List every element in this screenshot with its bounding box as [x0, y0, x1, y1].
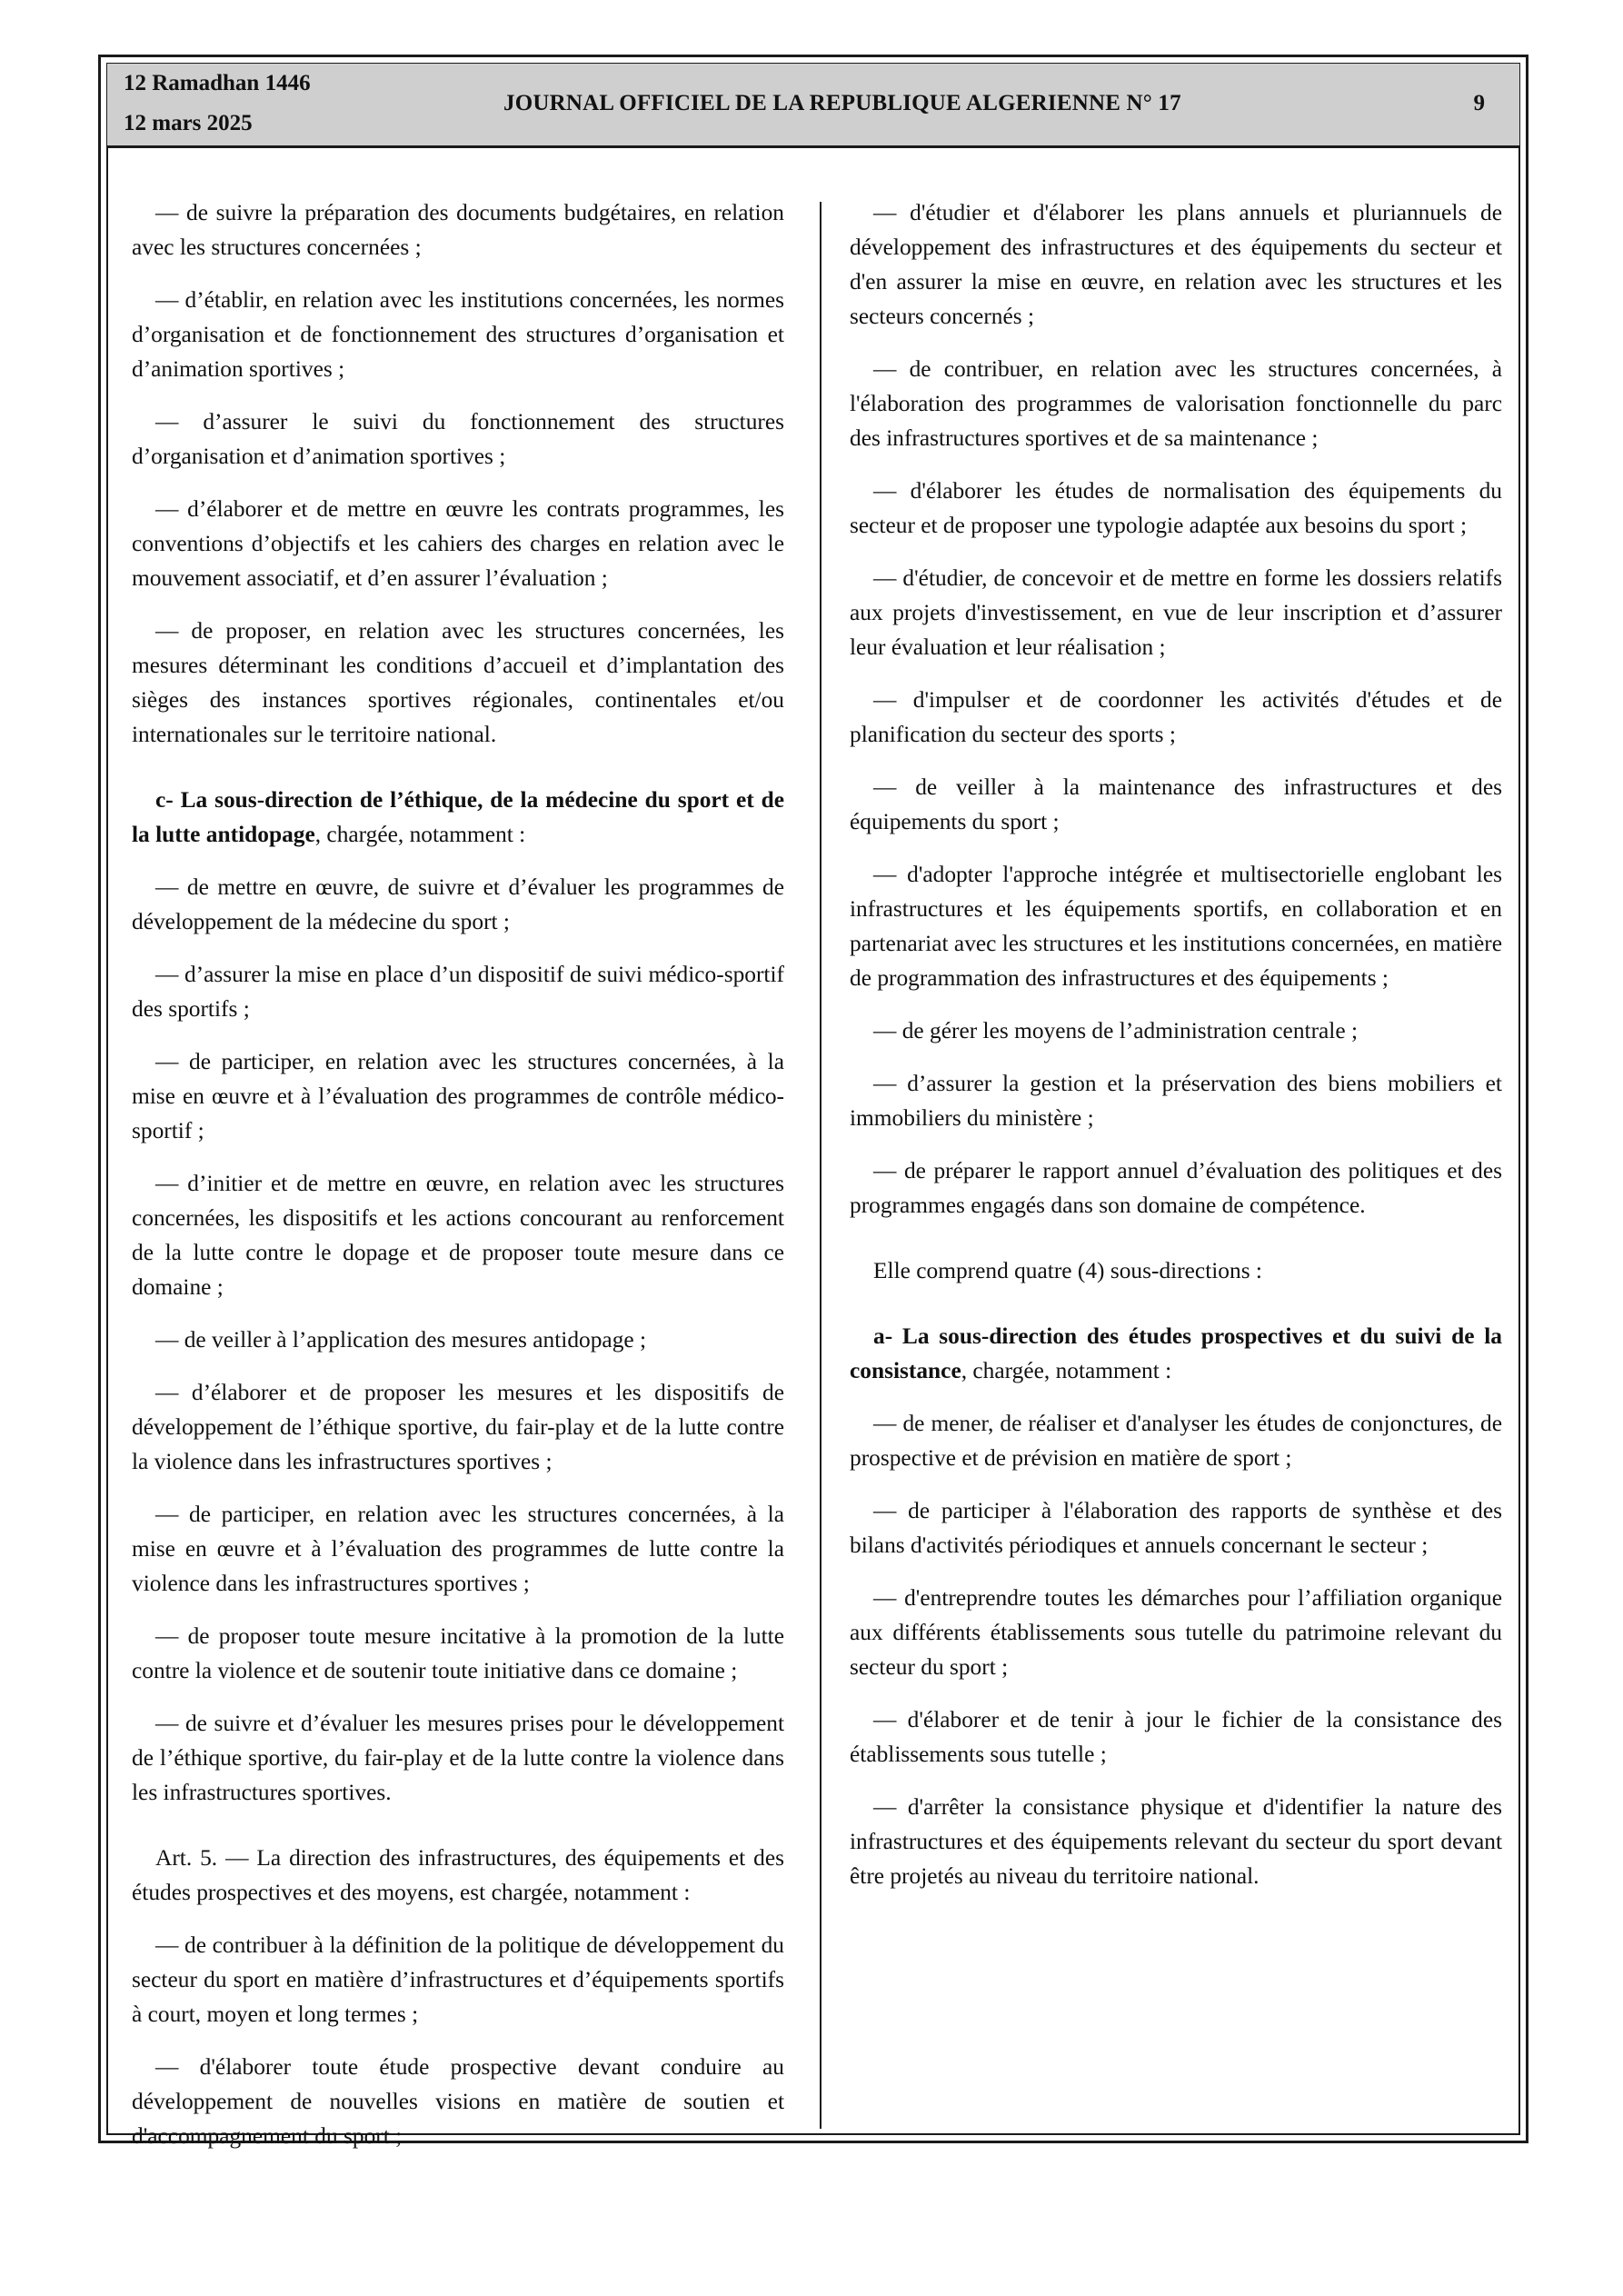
paragraph: — de suivre la préparation des documents budgétaires, en relation avec les structures concernées ;: [132, 200, 784, 260]
paragraph: — de mettre en œuvre, de suivre et d’évaluer les programmes de développement de la médecine du sport ;: [132, 874, 784, 934]
section-heading-c: [132, 783, 784, 852]
section-heading-rest: , chargée, notamment :: [961, 1358, 1172, 1383]
paragraph: — de contribuer à la définition de la politique de développement du secteur du sport en matière d’infrastructures et d’équipements sportifs à court, moyen et long termes ;: [132, 1932, 784, 2027]
journal-title: JOURNAL OFFICIEL DE LA REPUBLIQUE ALGERIENNE N° 17: [503, 91, 1181, 115]
right-column: [850, 195, 1502, 1912]
journal-header: [107, 64, 1519, 148]
section-heading-rest: , chargée, notamment :: [314, 822, 526, 847]
paragraph: — d’élaborer et de mettre en œuvre les contrats programmes, les conventions d’objectifs et les cahiers des charges en relation avec le mouvement associatif, et d’en assurer l’évaluation ;: [132, 496, 784, 591]
column-divider: [820, 202, 821, 2129]
paragraph: — d'élaborer toute étude prospective devant conduire au développement de nouvelles visions en matière de soutien et d'accompagnement du sport ;: [132, 2054, 784, 2149]
paragraph: — de veiller à l’application des mesures antidopage ;: [155, 1327, 647, 1353]
section-heading-bold: c- La sous-direction de l’éthique, de la médecine du sport et de la lutte antidopage: [132, 787, 784, 847]
paragraph: — d’assurer la mise en place d’un dispositif de suivi médico-sportif des sportifs ;: [132, 962, 784, 1022]
paragraph: — d’assurer le suivi du fonctionnement des structures d’organisation et d’animation sportives ;: [132, 409, 784, 469]
paragraph: — de suivre et d’évaluer les mesures prises pour le développement de l’éthique sportive, du fair-play et de la lutte contre la violence dans les infrastructures sportives.: [132, 1711, 784, 1805]
paragraph: — de proposer, en relation avec les structures concernées, les mesures déterminant les conditions d’accueil et d’implantation des sièges des instances sportives régionales, continentales et/ou internationales sur le territoire national.: [132, 618, 784, 747]
paragraph: — de contribuer, en relation avec les structures concernées, à l'élaboration des programmes de valorisation fonctionnelle du parc des infrastructures sportives et de sa maintenance ;: [850, 356, 1502, 451]
paragraph: — de participer, en relation avec les structures concernées, à la mise en œuvre et à l’évaluation des programmes de lutte contre la violence dans les infrastructures sportives ;: [132, 1502, 784, 1596]
paragraph: — de gérer les moyens de l’administration centrale ;: [873, 1018, 1359, 1043]
paragraph: — de préparer le rapport annuel d’évaluation des politiques et des programmes engagés dans son domaine de compétence.: [850, 1158, 1502, 1218]
paragraph: — de mener, de réaliser et d'analyser les études de conjonctures, de prospective et de prévision en matière de sport ;: [850, 1411, 1502, 1471]
paragraph: — d'étudier, de concevoir et de mettre en forme les dossiers relatifs aux projets d'investissement, en vue de leur inscription et d’assurer leur évaluation et leur réalisation ;: [850, 565, 1502, 660]
paragraph: — d'arrêter la consistance physique et d'identifier la nature des infrastructures et des équipements relevant du secteur du sport devant être projetés au niveau du territoire national.: [850, 1794, 1502, 1889]
paragraph: — de proposer toute mesure incitative à la promotion de la lutte contre la violence et de soutenir toute initiative dans ce domaine ;: [132, 1623, 784, 1683]
page-number: 9: [1473, 91, 1485, 115]
paragraph: — d'adopter l'approche intégrée et multisectorielle englobant les infrastructures et les équipements sportifs, en collaboration et en partenariat avec les structures et les institutions concernées, en matière de programmation des infrastructures et des équipements ;: [850, 862, 1502, 991]
paragraph: — d’initier et de mettre en œuvre, en relation avec les structures concernées, les dispositifs et les actions concourant au renforcement de la lutte contre le dopage et de proposer toute mesure dans ce domaine ;: [132, 1171, 784, 1300]
paragraph: — de participer, en relation avec les structures concernées, à la mise en œuvre et à l’évaluation des programmes de contrôle médico-sportif ;: [132, 1049, 784, 1143]
paragraph: — d’établir, en relation avec les institutions concernées, les normes d’organisation et de fonctionnement des structures d’organisation et d’animation sportives ;: [132, 287, 784, 382]
date-gregorian: 12 mars 2025: [124, 111, 253, 135]
paragraph: — de participer à l'élaboration des rapports de synthèse et des bilans d'activités périodiques et annuels concernant le secteur ;: [850, 1498, 1502, 1558]
section-heading-a: [850, 1319, 1502, 1388]
subdirections-intro: Elle comprend quatre (4) sous-directions :: [873, 1258, 1262, 1283]
section-heading-bold: a- La sous-direction des études prospectives et du suivi de la consistance: [850, 1323, 1502, 1383]
left-column: [132, 195, 784, 2171]
paragraph: — d'impulser et de coordonner les activités d'études et de planification du secteur des sports ;: [850, 687, 1502, 747]
paragraph: — de veiller à la maintenance des infrastructures et des équipements du sport ;: [850, 774, 1502, 834]
paragraph: — d'élaborer et de tenir à jour le fichier de la consistance des établissements sous tutelle ;: [850, 1707, 1502, 1767]
article-5: Art. 5. — La direction des infrastructures, des équipements et des études prospectives et des moyens, est chargée, notamment :: [132, 1845, 784, 1905]
paragraph: — d'élaborer les études de normalisation des équipements du secteur et de proposer une typologie adaptée aux besoins du sport ;: [850, 478, 1502, 538]
paragraph: — d’assurer la gestion et la préservation des biens mobiliers et immobiliers du ministère ;: [850, 1071, 1502, 1131]
paragraph: — d'entreprendre toutes les démarches pour l’affiliation organique aux différents établissements sous tutelle du patrimoine relevant du secteur du sport ;: [850, 1585, 1502, 1680]
date-hijri: 12 Ramadhan 1446: [124, 71, 311, 95]
paragraph: — d’élaborer et de proposer les mesures et les dispositifs de développement de l’éthique sportive, du fair-play et de la lutte contre la violence dans les infrastructures sportives ;: [132, 1380, 784, 1474]
paragraph: — d'étudier et d'élaborer les plans annuels et pluriannuels de développement des infrastructures et des équipements du secteur et d'en assurer la mise en œuvre, en relation avec les structures et les secteurs concernés ;: [850, 200, 1502, 329]
